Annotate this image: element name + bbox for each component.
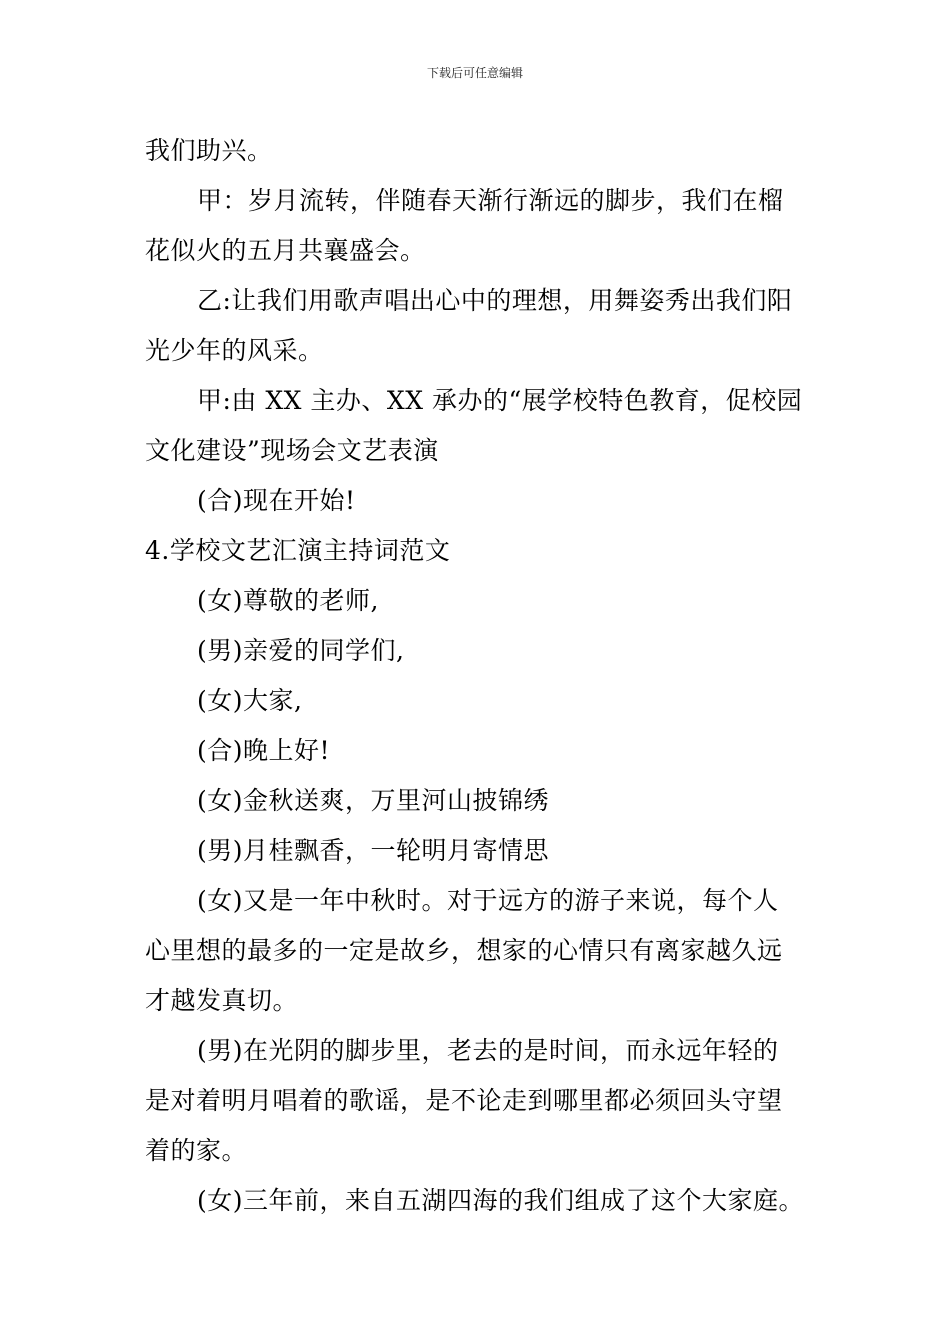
text-line: (女)大家,	[197, 686, 303, 715]
page-header: 下载后可任意编辑	[426, 66, 523, 80]
text-line: (合)晚上好!	[197, 736, 331, 765]
text-line: 文化建设”现场会文艺表演	[145, 436, 439, 465]
text-line: 着的家。	[145, 1136, 248, 1165]
text-line: 心里想的最多的一定是故乡，想家的心情只有离家越久远	[145, 936, 783, 965]
text-line: 我们助兴。	[145, 136, 273, 165]
text-line: 花似火的五月共襄盛会。	[145, 236, 426, 265]
text-line: (女)又是一年中秋时。对于远方的游子来说，每个人	[197, 886, 779, 915]
text-line: 是对着明月唱着的歌谣，是不论走到哪里都必须回头守望	[145, 1086, 783, 1115]
document-body	[145, 126, 835, 1226]
text-line: 甲:由 XX 主办、XX 承办的“展学校特色教育，促校园	[197, 386, 803, 415]
text-line: 甲：岁月流转，伴随春天渐行渐远的脚步，我们在榴	[197, 186, 784, 215]
text-line: (女)三年前，来自五湖四海的我们组成了这个大家庭。	[197, 1186, 805, 1215]
text-line: 才越发真切。	[145, 986, 299, 1015]
text-line: (男)在光阴的脚步里，老去的是时间，而永远年轻的	[197, 1036, 779, 1065]
text-line: (男)亲爱的同学们,	[197, 636, 405, 665]
text-line: (女)尊敬的老师,	[197, 586, 379, 615]
section-heading: 4.学校文艺汇演主持词范文	[145, 536, 451, 565]
text-line: (男)月桂飘香，一轮明月寄情思	[197, 836, 550, 865]
text-line: 光少年的风采。	[145, 336, 324, 365]
text-line: 乙:让我们用歌声唱出心中的理想，用舞姿秀出我们阳	[197, 286, 793, 315]
text-line: (合)现在开始!	[197, 486, 356, 515]
text-line: (女)金秋送爽，万里河山披锦绣	[197, 786, 550, 815]
